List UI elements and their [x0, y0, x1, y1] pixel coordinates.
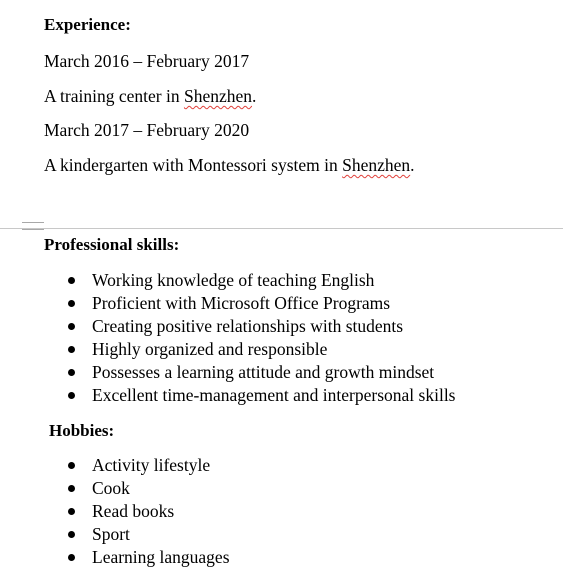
experience-period-1: March 2016 – February 2017: [44, 51, 250, 71]
bullet-icon: [68, 277, 75, 284]
bullet-icon: [68, 369, 75, 376]
experience-desc-2: [44, 154, 415, 176]
experience-desc-2-prefix: A kindergarten with Montessori system in: [44, 155, 343, 175]
experience-desc-2-suffix: .: [410, 155, 415, 175]
bullet-icon: [68, 300, 75, 307]
list-item-text: Highly organized and responsible: [92, 339, 328, 359]
experience-period-2: March 2017 – February 2020: [44, 120, 250, 140]
spellcheck-word[interactable]: Shenzhen: [183, 86, 253, 106]
list-item-text: Excellent time-management and interpersonal skills: [92, 385, 456, 405]
list-item-text: Creating positive relationships with students: [92, 316, 404, 336]
list-item-text: Cook: [92, 478, 130, 498]
list-item-text: Working knowledge of teaching English: [92, 270, 375, 290]
bullet-icon: [68, 346, 75, 353]
bullet-icon: [68, 508, 75, 515]
skills-heading: Professional skills:: [44, 235, 180, 254]
bullet-icon: [68, 485, 75, 492]
bullet-icon: [68, 554, 75, 561]
list-item-text: Proficient with Microsoft Office Programs: [92, 293, 391, 313]
experience-desc-1-prefix: A training center in: [44, 86, 184, 106]
experience-heading: Experience:: [44, 15, 131, 34]
list-item-text: Sport: [92, 524, 130, 544]
page-break-divider: [0, 228, 563, 229]
bullet-icon: [68, 323, 75, 330]
bullet-icon: [68, 531, 75, 538]
experience-desc-1-suffix: .: [252, 86, 257, 106]
spellcheck-word[interactable]: Shenzhen: [342, 155, 411, 175]
bullet-icon: [68, 392, 75, 399]
list-item-text: Possesses a learning attitude and growth mindset: [92, 362, 435, 382]
list-item-text: Learning languages: [92, 547, 230, 567]
experience-desc-1: [44, 85, 256, 107]
list-item-text: Activity lifestyle: [92, 455, 211, 475]
bullet-icon: [68, 462, 75, 469]
list-item-text: Read books: [92, 501, 175, 521]
hobbies-heading: Hobbies:: [49, 421, 115, 440]
